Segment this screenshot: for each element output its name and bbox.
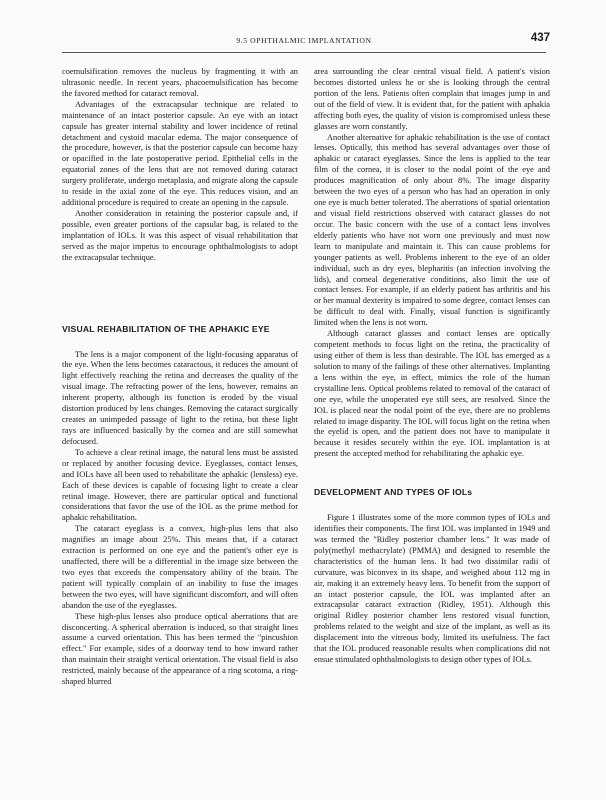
paragraph: Advantages of the extracapsular technique are related to maintenance of an intact posterior capsule. An eye with an intact capsule has greater internal stability and lower incidence of retinal detachment and cystoid macular edema. The major consequence of the procedure, however, is that the posterior capsule can become hazy or opacified in the late postoperative period. Epithelial cells in the equatorial zones of the lens that are not removed during cataract surgery proliferate, undergo metaplasia, and migrate along the capsule to reside in the axial zone of the eye. This reduces vision, and an additional procedure is required to create an opening in the capsule. — [62, 99, 298, 208]
paragraph: Although cataract glasses and contact lenses are optically competent methods to focus light on the retina, the practicality of using either of them is less than desirable. The IOL has emerged as a solution to many of the failings of these other alternatives. Implanting a lens within the eye, in effect, mimics the role of the human crystalline lens. Optical problems related to removal of the cataract of one eye, while the unoperated eye still sees, are resolved. Since the IOL is placed near the nodal point of the eye, there are no problems related to image disparity. The IOL will focus light on the retina when the eyelid is open, and the patient does not have to manipulate it because it resides securely within the eye. IOL implantation is at present the accepted method for rehabilitating the aphakic eye. — [314, 329, 550, 459]
paragraph: area surrounding the clear central visual field. A patient's vision becomes distorted unless he or she is looking through the central portion of the lens. Patients often complain that images jump in and out of the field of view. It is evident that, for the patient with aphakia affecting both eyes, the quality of vision is compromised unless these glasses are worn constantly. — [314, 67, 550, 131]
paragraph: Another alternative for aphakic rehabilitation is the use of contact lenses. Optically, this method has several advantages over those of aphakic or cataract eyeglasses. Since the lens is applied to the tear film of the cornea, it is closer to the nodal point of the eye and produces magnification of only about 8%. The image disparity between the two eyes of a person who has had an operation in only one eye is much better tolerated. The aberrations of spatial orientation and visual field restrictions observed with cataract glasses do not occur. The basic concern with the use of a contact lens involves elderly patients who have not worn one previously and must now learn to manipulate and maintain it. This can cause problems for younger patients as well. Problems inherent to the eye of an older individual, such as dry eyes, blepharitis (an infection involving the lids), and corneal degenerative conditions, also limit the use of contact lenses. For example, if an elderly patient has arthritis and his or her manual dexterity is impaired to some degree, contact lenses can be difficult to deal with. Finally, visual function is significantly limited when the lens is not worn. — [314, 132, 550, 328]
left-column — [62, 67, 298, 688]
right-column — [314, 67, 550, 666]
paragraph: To achieve a clear retinal image, the natural lens must be assisted or replaced by another focusing device. Eyeglasses, contact lenses, and IOLs have all been used to rehabilitate the aphakic (lensless) eye. Each of these devices is capable of focusing light to create a clear retinal image. However, there are particular optical and functional considerations that favor the use of the IOL as the prime method for aphakic rehabilitation. — [62, 447, 298, 523]
page-number: 437 — [530, 32, 550, 44]
paragraph: The cataract eyeglass is a convex, high-plus lens that also magnifies an image about 25%. This means that, if a cataract extraction is performed on one eye and the patient's other eye is unaffected, there will be a differential in the image size between the two eyes that exceeds the compensatory ability of the brain. The patient will typically complain of an inability to fuse the images between the two eyes, will have significant discomfort, and will often abandon the use of the eyeglasses. — [62, 524, 298, 610]
paragraph: These high-plus lenses also produce optical aberrations that are disconcerting. A spherical aberration is induced, so that straight lines assume a curved orientation. This has been termed the "pincushion effect." For example, sides of a doorway tend to bow inward rather than maintain their straight vertical orientation. The visual field is also restricted, mainly because of the appearance of a ring scotoma, a ring-shaped blurred — [62, 611, 298, 687]
running-header — [62, 28, 550, 53]
paragraph: The lens is a major component of the light-focusing apparatus of the eye. When the lens becomes cataractous, it reduces the amount of light effectively reaching the retina and decreases the quality of the visual image. The refracting power of the lens, however, remains an inherent property, although its function is eroded by the visual distortion produced by lens changes. Removing the cataract surgically creates an unimpeded passage of light to the retina, but these light rays are influenced basically by the cornea and are still somewhat defocused. — [62, 349, 298, 446]
paragraph: Another consideration in retaining the posterior capsule and, if possible, even greater portions of the capsular bag, is related to the implantation of IOLs. It was this aspect of visual rehabilitation that served as the major impetus to encourage ophthalmologists to adopt the extracapsular technique. — [62, 208, 298, 262]
section-heading: VISUAL REHABILITATION OF THE APHAKIC EYE — [62, 323, 270, 334]
section-heading: DEVELOPMENT AND TYPES OF IOLs — [314, 487, 473, 498]
paragraph: Figure 1 illustrates some of the more common types of IOLs and identifies their components. The first IOL was implanted in 1949 and was termed the "Ridley posterior chamber lens." It was made of poly(methyl methacrylate) (PMMA) and designed to resemble the characteristics of the human lens. It had two dissimilar radii of curvature, was biconvex in its shape, and weighed about 112 mg in air, making it an extremely heavy lens. To benefit from the support of an intact posterior capsule, the IOL was implanted after an extracapsular cataract extraction (Ridley, 1951). Although this original Ridley posterior chamber lens restored visual function, problems related to the weight and size of the implant, as well as its displacement into the vitreous body, limited its usefulness. The fact that the IOL produced reasonable results when complications did not ensue stimulated ophthalmologists to design other types of IOLs. — [314, 513, 550, 665]
running-header-title: 9.5 OPHTHALMIC IMPLANTATION — [236, 36, 372, 45]
paragraph: coemulsification removes the nucleus by fragmenting it with an ultrasonic needle. In recent years, phacoemulsification has become the favored method for cataract removal. — [62, 67, 298, 98]
